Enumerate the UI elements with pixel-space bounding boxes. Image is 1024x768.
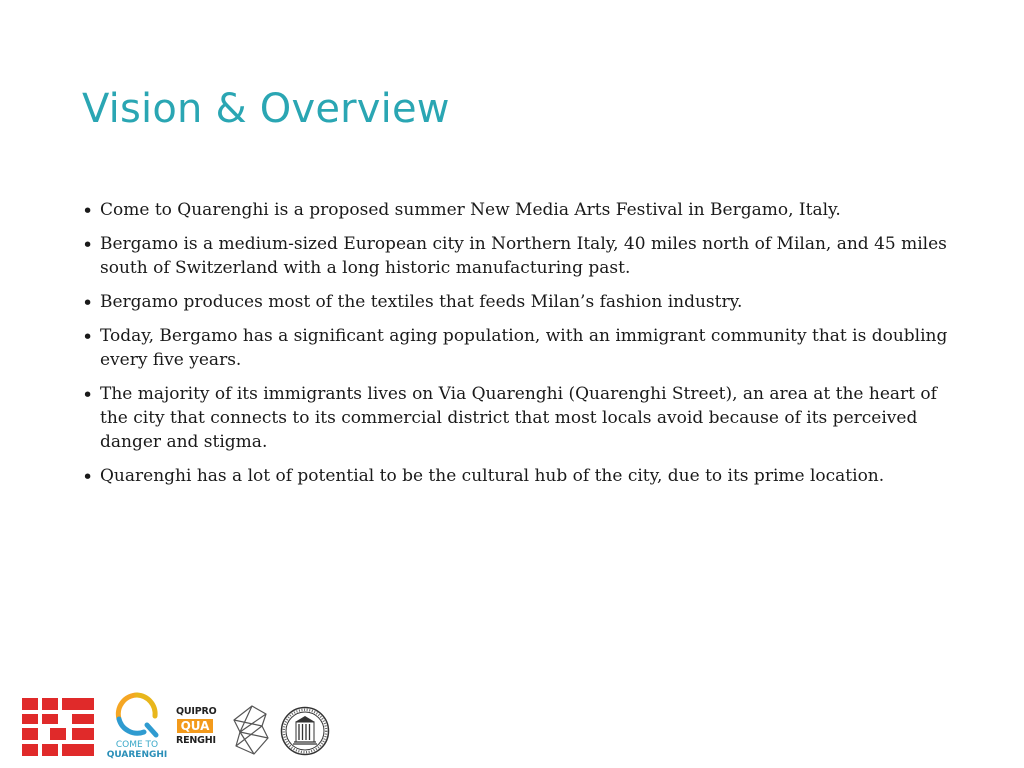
red-grid-logo-icon: [22, 698, 96, 756]
bullet-text: Bergamo is a medium-sized European city in Northern Italy, 40 miles north of Milan, and 45 miles south of Switzerland with a long historic manufacturing past.: [100, 234, 947, 278]
bullet-dot: •: [82, 200, 94, 222]
ctq-line2: QUARENGHI: [106, 750, 168, 760]
come-to-quarenghi-q-icon: [106, 692, 168, 738]
bullet-item: [80, 324, 960, 372]
come-to-quarenghi-logo: [106, 692, 168, 764]
quipro-quarenghi-logo: [176, 706, 222, 756]
bullet-dot: •: [82, 466, 94, 488]
bullet-item: [80, 464, 960, 488]
logo-strip: [0, 680, 1024, 768]
bullet-dot: •: [82, 326, 94, 348]
bullet-text: Today, Bergamo has a significant aging population, with an immigrant community that is doubling every five years.: [100, 326, 948, 370]
bullet-text: The majority of its immigrants lives on Via Quarenghi (Quarenghi Street), an area at the heart of the city that connects to its commercial district that most locals avoid because of its perceived danger and stigma.: [100, 384, 937, 452]
come-to-quarenghi-wordmark: [106, 740, 168, 760]
bullet-text: Quarenghi has a lot of potential to be the cultural hub of the city, due to its prime location.: [100, 466, 885, 486]
qqr-line3: RENGHI: [176, 735, 216, 746]
qqr-box: QUA: [177, 719, 213, 733]
institution-seal-icon: [280, 706, 330, 756]
bullet-dot: •: [82, 234, 94, 256]
bullet-item: [80, 198, 960, 222]
ctq-line1: COME TO: [115, 740, 159, 750]
bullet-dot: •: [82, 384, 94, 406]
bullet-item: [80, 290, 960, 314]
bullet-list: [80, 198, 960, 498]
bullet-text: Bergamo produces most of the textiles that feeds Milan’s fashion industry.: [100, 292, 743, 312]
slide-title: Vision & Overview: [82, 86, 450, 132]
bullet-dot: •: [82, 292, 94, 314]
bullet-item: [80, 232, 960, 280]
bullet-text: Come to Quarenghi is a proposed summer New Media Arts Festival in Bergamo, Italy.: [100, 200, 841, 220]
bullet-item: [80, 382, 960, 454]
qqr-line1: QUIPRO: [176, 706, 217, 717]
geometric-outline-icon: [232, 704, 270, 756]
